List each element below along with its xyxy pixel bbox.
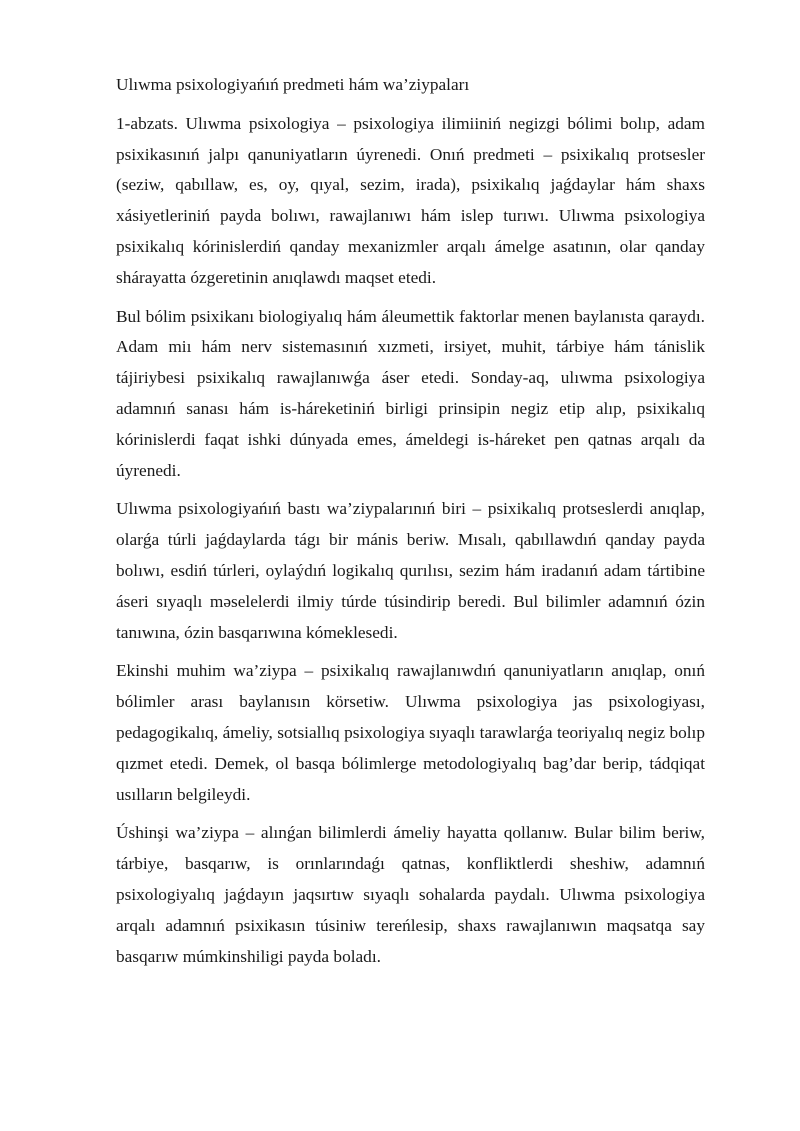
document-title: Ulıwma psixologiyańıń predmeti hám wa’ziypaları xyxy=(116,75,470,94)
paragraph-4: Ekinshi muhim wa’ziypa – psixikalıq rawajlanıwdıń qanuniyatların anıqlap, onıń bólimler arası baylanısın körsetiw. Ulıwma psixologiya jas psixologiyası, pedagogikalıq, ámeliy, sotsiallıq psixologiya sıyaqlı tarawlarǵa teoriyalıq negiz bolıp qızmet etedi. Demek, ol basqa bólimlerge metodologiyalıq bag’dar berip, tádqiqat usılların belgileydi. xyxy=(116,661,705,804)
paragraph-1: 1-abzats. Ulıwma psixologiya – psixologiya ilimiiniń negizgi bólimi bolıp, adam psixikasınıń jalpı qanuniyatların úyrenedi. Onıń predmeti – psixikalıq protsesler (seziw, qabıllaw, es, oy, qıyal, sezim, irada), psixikalıq jaǵdaylar hám shaxs xásiyetleriniń payda bolıwı, rawajlanıwı hám islep turıwı. Ulıwma psixologiya psixikalıq kórinislerdiń qanday mexanizmler arqalı ámelge asatının, olar qanday shárayatta ózgeretinin anıqlawdı maqset etedi. xyxy=(116,113,705,287)
paragraph-2: Bul bólim psixikanı biologiyalıq hám áleumettik faktorlar menen baylanısta qaraydı. Adam miı hám nerv sistemasınıń xızmeti, irsiyet, muhit, tárbiye hám tánislik tájiriybesi psixikalıq rawajlanıwǵa áser etedi. Sonday-aq, ulıwma psixologiya adamnıń sanası hám is-háreketiniń birligi prinsipin negiz etip alıp, psixikalıq kórinislerdi faqat ishki dúnyada emes, ámeldegi is-háreket pen qatnas arqalı da úyrenedi. xyxy=(116,306,705,480)
paragraph-5: Úshinşi wa’ziypa – alınǵan bilimlerdi ámeliy hayatta qollanıw. Bular bilim beriw, tárbiye, basqarıw, is orınlarındaǵı qatnas, konfliktlerdi sheshiw, adamnıń psixologiyalıq jaǵdayın jaqsırtıw sıyaqlı sohalarda paydalı. Ulıwma psixologiya arqalı adamnıń psixikasın túsiniw tereńlesip, shaxs rawajlanıwın maqsatqa say basqarıw múmkinshiligi payda boladı. xyxy=(116,823,705,966)
document-page xyxy=(116,70,705,980)
paragraph-3: Ulıwma psixologiyańıń bastı wa’ziypalarınıń biri – psixikalıq protseslerdi anıqlap, olarǵa túrli jaǵdaylarda tágı bir mánis beriw. Mısalı, qabıllawdıń qanday payda bolıwı, esdiń túrleri, oylaýdıń logikalıq qurılısı, sezim hám iradanıń adam tártibine áseri sıyaqlı məselelerdi ilmiy túrde túsindirip beredi. Bul bilimler adamnıń ózin tanıwına, ózin basqarıwına kómeklesedi. xyxy=(116,499,705,642)
